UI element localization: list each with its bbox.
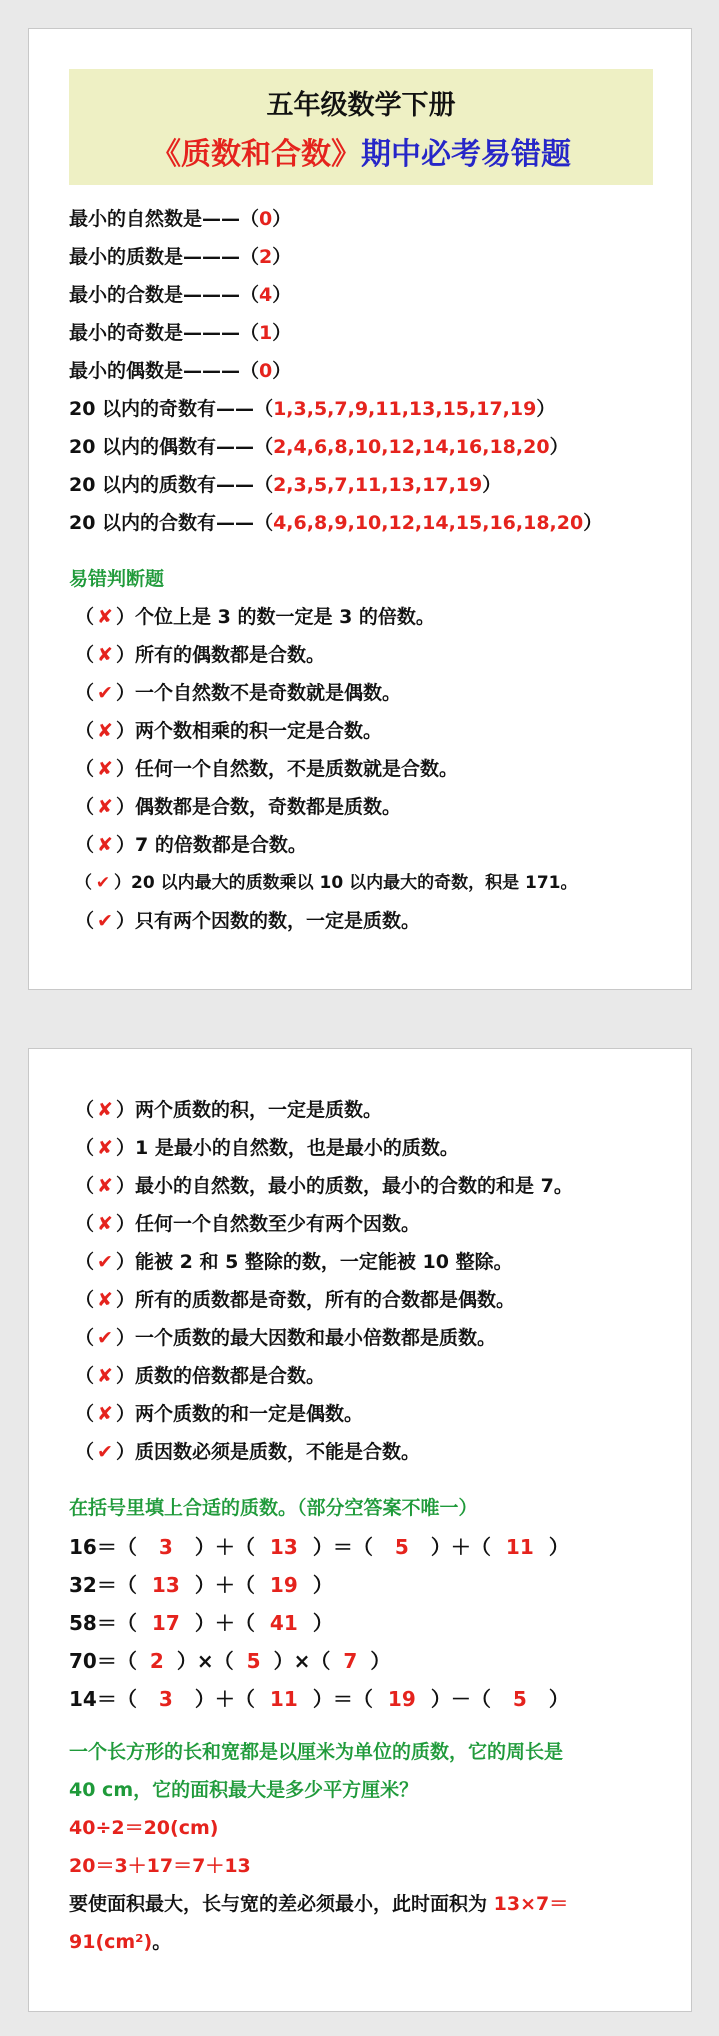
- judge-item: （ ✘ ）最小的自然数，最小的质数，最小的合数的和是 7。: [75, 1175, 573, 1197]
- judge-item: （ ✔ ）能被 2 和 5 整除的数，一定能被 10 整除。: [75, 1251, 513, 1273]
- judge-item: （ ✔ ）20 以内最大的质数乘以 10 以内最大的奇数，积是 171。: [75, 873, 578, 893]
- fill-answer: 5: [246, 1649, 261, 1673]
- judge-item: （ ✔ ）一个质数的最大因数和最小倍数都是质数。: [75, 1327, 497, 1349]
- solution-step: 40÷2＝20(cm): [69, 1817, 219, 1839]
- cross-icon: ✘: [97, 1137, 113, 1159]
- fill-answer: 3: [158, 1687, 173, 1711]
- fact-label: 20 以内的偶数有——: [69, 436, 255, 458]
- fill-equation: 16＝（ 3 ）＋（ 13 ）＝（ 5 ）＋（ 11 ）: [69, 1535, 569, 1559]
- fact-answer: 4,6,8,9,10,12,14,15,16,18,20: [273, 512, 584, 534]
- judge-text: 任何一个自然数，不是质数就是合数。: [135, 758, 459, 780]
- fill-answer: 17: [151, 1611, 180, 1635]
- question-line: 40 cm，它的面积最大是多少平方厘米？: [69, 1779, 419, 1801]
- fact-label: 20 以内的奇数有——: [69, 398, 255, 420]
- judge-text: 个位上是 3 的数一定是 3 的倍数。: [135, 606, 435, 628]
- judge-item: （ ✔ ）一个自然数不是奇数就是偶数。: [75, 682, 402, 704]
- judge-item: （ ✘ ）两个质数的积，一定是质数。: [75, 1099, 383, 1121]
- judge-item: （ ✘ ）所有的质数都是奇数，所有的合数都是偶数。: [75, 1289, 516, 1311]
- fill-answer: 13: [269, 1535, 298, 1559]
- cross-icon: ✘: [97, 834, 113, 856]
- judge-text: 两个质数的和一定是偶数。: [135, 1403, 364, 1425]
- word-problem-question: [69, 1733, 669, 1809]
- judge-text: 能被 2 和 5 整除的数，一定能被 10 整除。: [135, 1251, 513, 1273]
- check-icon: ✔: [97, 682, 113, 704]
- judge-item: （ ✘ ）任何一个自然数至少有两个因数。: [75, 1213, 421, 1235]
- fact-row: 20 以内的偶数有——（2,4,6,8,10,12,14,16,18,20）: [69, 436, 569, 458]
- conclusion-text: 要使面积最大，长与宽的差必须最小，此时面积为: [69, 1893, 494, 1915]
- solution-conclusion: [69, 1885, 669, 1923]
- judge-text: 偶数都是合数，奇数都是质数。: [135, 796, 402, 818]
- check-icon: ✔: [97, 1441, 113, 1463]
- fact-answer: 0: [259, 360, 273, 382]
- fact-answer: 2,4,6,8,10,12,14,16,18,20: [273, 436, 550, 458]
- judge-text: 最小的自然数，最小的质数，最小的合数的和是 7。: [135, 1175, 573, 1197]
- section-heading-judge: 易错判断题: [69, 568, 165, 590]
- fact-row: 20 以内的奇数有——（1,3,5,7,9,11,13,15,17,19）: [69, 398, 556, 420]
- cross-icon: ✘: [97, 1099, 113, 1121]
- equation-lhs: 14＝: [69, 1687, 117, 1711]
- fact-answer: 4: [259, 284, 273, 306]
- fact-answer: 2,3,5,7,11,13,17,19: [273, 474, 483, 496]
- judge-item: （ ✔ ）质因数必须是质数，不能是合数。: [75, 1441, 421, 1463]
- result-end: 。: [152, 1931, 172, 1953]
- fact-answer: 1: [259, 322, 273, 344]
- fill-answer: 19: [269, 1573, 298, 1597]
- judge-text: 质因数必须是质数，不能是合数。: [135, 1441, 421, 1463]
- fact-answer: 0: [259, 208, 273, 230]
- fill-answer: 5: [512, 1687, 527, 1711]
- fill-answer: 3: [158, 1535, 173, 1559]
- cross-icon: ✘: [97, 644, 113, 666]
- judge-text: 所有的质数都是奇数，所有的合数都是偶数。: [135, 1289, 516, 1311]
- judge-item: （ ✘ ）偶数都是合数，奇数都是质数。: [75, 796, 402, 818]
- judge-item: （ ✘ ）质数的倍数都是合数。: [75, 1365, 326, 1387]
- fact-answer: 1,3,5,7,9,11,13,15,17,19: [273, 398, 537, 420]
- check-icon: ✔: [95, 873, 111, 893]
- judge-item: （ ✔ ）只有两个因数的数，一定是质数。: [75, 910, 421, 932]
- check-icon: ✔: [97, 910, 113, 932]
- fill-answer: 2: [149, 1649, 164, 1673]
- fill-equation: 58＝（ 17 ）＋（ 41 ）: [69, 1611, 333, 1635]
- fact-row: 最小的合数是———（4）: [69, 284, 292, 306]
- fill-answer: 41: [269, 1611, 298, 1635]
- cross-icon: ✘: [97, 1403, 113, 1425]
- judge-text: 20 以内最大的质数乘以 10 以内最大的奇数，积是 171。: [131, 873, 578, 893]
- conclusion-formula: 13×7＝: [493, 1893, 569, 1915]
- page-subtitle: [69, 129, 653, 173]
- equation-lhs: 70＝: [69, 1649, 117, 1673]
- cross-icon: ✘: [97, 758, 113, 780]
- judge-item: （ ✘ ）7 的倍数都是合数。: [75, 834, 307, 856]
- subtitle-text: 期中必考易错题: [361, 137, 571, 172]
- word-problem-solution: [69, 1809, 669, 1961]
- section-heading-fill: 在括号里填上合适的质数。（部分空答案不唯一）: [69, 1497, 478, 1519]
- judge-text: 只有两个因数的数，一定是质数。: [135, 910, 421, 932]
- page-title: 五年级数学下册: [266, 90, 456, 121]
- cross-icon: ✘: [97, 1289, 113, 1311]
- judge-text: 7 的倍数都是合数。: [135, 834, 307, 856]
- solution-step: 20＝3＋17＝7＋13: [69, 1855, 251, 1877]
- judge-item: （ ✘ ）个位上是 3 的数一定是 3 的倍数。: [75, 606, 435, 628]
- fact-label: 最小的合数是———: [69, 284, 241, 306]
- fact-row: 20 以内的合数有——（4,6,8,9,10,12,14,15,16,18,20）: [69, 512, 603, 534]
- subtitle-book-name: 《质数和合数》: [151, 137, 361, 172]
- fact-label: 最小的奇数是———: [69, 322, 241, 344]
- fact-label: 20 以内的质数有——: [69, 474, 255, 496]
- solution-result: [69, 1923, 669, 1961]
- fill-equation: 32＝（ 13 ）＋（ 19 ）: [69, 1573, 333, 1597]
- fact-answer: 2: [259, 246, 273, 268]
- judge-item: （ ✘ ）两个质数的和一定是偶数。: [75, 1403, 364, 1425]
- judge-text: 两个数相乘的积一定是合数。: [135, 720, 383, 742]
- cross-icon: ✘: [97, 720, 113, 742]
- judge-text: 任何一个自然数至少有两个因数。: [135, 1213, 421, 1235]
- judge-text: 1 是最小的自然数，也是最小的质数。: [135, 1137, 459, 1159]
- card-top: [28, 28, 692, 990]
- fill-equation: 70＝（ 2 ）×（ 5 ）×（ 7 ）: [69, 1649, 391, 1673]
- fact-row: 最小的奇数是———（1）: [69, 322, 292, 344]
- check-icon: ✔: [97, 1251, 113, 1273]
- judge-item: （ ✘ ）两个数相乘的积一定是合数。: [75, 720, 383, 742]
- judge-item: （ ✘ ）所有的偶数都是合数。: [75, 644, 326, 666]
- fact-label: 最小的偶数是———: [69, 360, 241, 382]
- equation-lhs: 16＝: [69, 1535, 117, 1559]
- judge-text: 两个质数的积，一定是质数。: [135, 1099, 383, 1121]
- fact-label: 20 以内的合数有——: [69, 512, 255, 534]
- fact-row: 最小的质数是———（2）: [69, 246, 292, 268]
- fill-answer: 13: [151, 1573, 180, 1597]
- result-value: 91(cm²): [69, 1931, 153, 1953]
- fact-label: 最小的自然数是——: [69, 208, 241, 230]
- card-bottom: [28, 1048, 692, 2012]
- judge-item: （ ✘ ）任何一个自然数，不是质数就是合数。: [75, 758, 459, 780]
- fill-equation: 14＝（ 3 ）＋（ 11 ）＝（ 19 ）－（ 5 ）: [69, 1687, 569, 1711]
- fact-row: 20 以内的质数有——（2,3,5,7,11,13,17,19）: [69, 474, 502, 496]
- judge-item: （ ✘ ）1 是最小的自然数，也是最小的质数。: [75, 1137, 459, 1159]
- cross-icon: ✘: [97, 1365, 113, 1387]
- fact-row: 最小的偶数是———（0）: [69, 360, 292, 382]
- judge-text: 质数的倍数都是合数。: [135, 1365, 326, 1387]
- fill-answer: 11: [505, 1535, 534, 1559]
- cross-icon: ✘: [97, 606, 113, 628]
- fill-answer: 11: [269, 1687, 298, 1711]
- cross-icon: ✘: [97, 1175, 113, 1197]
- question-line: 一个长方形的长和宽都是以厘米为单位的质数，它的周长是: [69, 1741, 564, 1763]
- equation-lhs: 58＝: [69, 1611, 117, 1635]
- check-icon: ✔: [97, 1327, 113, 1349]
- cross-icon: ✘: [97, 1213, 113, 1235]
- fill-answer: 5: [394, 1535, 409, 1559]
- fill-answer: 19: [387, 1687, 416, 1711]
- fact-label: 最小的质数是———: [69, 246, 241, 268]
- title-banner: [69, 69, 653, 185]
- fact-row: 最小的自然数是——（0）: [69, 208, 292, 230]
- judge-text: 所有的偶数都是合数。: [135, 644, 326, 666]
- judge-text: 一个自然数不是奇数就是偶数。: [135, 682, 402, 704]
- equation-lhs: 32＝: [69, 1573, 117, 1597]
- fill-answer: 7: [343, 1649, 358, 1673]
- judge-text: 一个质数的最大因数和最小倍数都是质数。: [135, 1327, 497, 1349]
- cross-icon: ✘: [97, 796, 113, 818]
